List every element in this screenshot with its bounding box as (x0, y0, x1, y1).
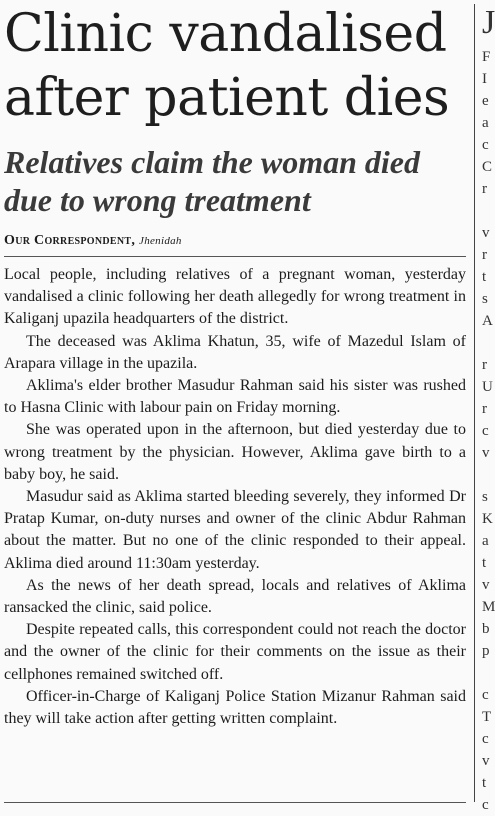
bottom-rule (4, 802, 466, 803)
adjacent-column-letter: s (482, 291, 488, 307)
adjacent-column-letter: a (482, 533, 489, 549)
adjacent-column-letter: M (482, 599, 495, 615)
byline-rule (4, 256, 466, 257)
paragraph: She was operated upon in the afternoon, but died yesterday due to wrong treatment by the physician. However, Aklima gave birth to a baby boy, he said. (4, 421, 466, 483)
column-divider (474, 4, 475, 802)
adjacent-column-letter: K (482, 511, 493, 527)
paragraph: Officer-in-Charge of Kaliganj Police Station Mizanur Rahman said they will take action after getting written complaint. (4, 687, 466, 728)
adjacent-column-letter: t (482, 775, 487, 791)
paragraph: Despite repeated calls, this correspondent could not reach the doctor and the owner of the clinic for their comments on the issue as their cellphones remained switched off. (4, 621, 466, 683)
adjacent-column-letter: v (482, 445, 490, 461)
adjacent-column-letter: C (482, 159, 493, 175)
paragraph: Aklima's elder brother Masudur Rahman said his sister was rushed to Hasna Clinic with labour pain on Friday morning. (4, 377, 466, 417)
adjacent-column-letter: r (482, 401, 487, 417)
adjacent-column-letter: b (482, 621, 490, 637)
adjacent-column-letter: c (482, 137, 489, 153)
adjacent-column-letter: U (482, 379, 493, 395)
adjacent-column-letter: e (482, 93, 489, 109)
adjacent-column-letter: a (482, 115, 489, 131)
paragraph: As the news of her death spread, locals and relatives of Aklima ransacked the clinic, said police. (4, 576, 466, 617)
adjacent-column-letter: F (482, 49, 491, 65)
adjacent-column-letter (482, 332, 490, 354)
paragraph: Masudur said as Aklima started bleeding severely, they informed Dr Pratap Kumar, on-duty nurses and owner of the clinic Abdur Rahman about the matter. But no one of the clinic responded to their appeal. Aklima died around 11:30am yesterday. (4, 488, 466, 572)
adjacent-column-letter: c (482, 797, 489, 813)
adjacent-column-letter: I (482, 71, 487, 87)
adjacent-column-letter: J (482, 4, 495, 41)
adjacent-column-letter: r (482, 247, 487, 263)
adjacent-column-letter: p (482, 643, 490, 659)
adjacent-column-letter: c (482, 423, 489, 439)
article-body (4, 264, 466, 730)
adjacent-column-letter: T (482, 709, 492, 725)
byline (4, 233, 182, 249)
article-headline: Clinic vandalised after patient dies (4, 4, 450, 128)
adjacent-column-fragment (482, 0, 495, 816)
adjacent-column-letter: s (482, 489, 488, 505)
paragraph: The deceased was Aklima Khatun, 35, wife of Mazedul Islam of Arapara village in the upazila. (4, 332, 466, 372)
byline-author: Our Correspondent, (4, 233, 136, 248)
adjacent-column-letter (482, 662, 490, 684)
adjacent-column-letter: c (482, 687, 489, 703)
adjacent-column-letter (482, 200, 490, 222)
adjacent-column-letter: v (482, 225, 490, 241)
article-subheadline: Relatives claim the woman died due to wrong treatment (4, 144, 420, 218)
adjacent-column-letter: r (482, 357, 487, 373)
adjacent-column-letter: t (482, 269, 487, 285)
adjacent-column-letter (482, 464, 490, 486)
adjacent-column-letter: v (482, 753, 490, 769)
adjacent-column-letter: c (482, 731, 489, 747)
adjacent-column-letter: v (482, 577, 490, 593)
paragraph: Local people, including relatives of a pregnant woman, yesterday vandalised a clinic following her death allegedly for wrong treatment in Kaliganj upazila headquarters of the district. (4, 266, 466, 328)
adjacent-column-letter: A (482, 313, 493, 329)
adjacent-column-letter: r (482, 181, 487, 197)
adjacent-column-letter: t (482, 555, 487, 571)
byline-location: Jhenidah (139, 235, 182, 247)
